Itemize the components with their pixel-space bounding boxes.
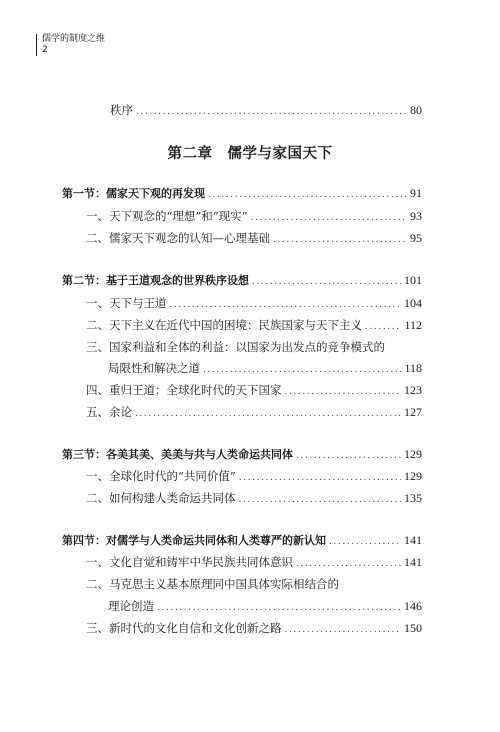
leader-dots xyxy=(208,188,407,202)
toc-page-number: 141 xyxy=(404,555,422,569)
toc-page-number: 80 xyxy=(410,103,422,117)
running-head xyxy=(36,34,105,56)
leader-dots xyxy=(285,623,402,637)
toc-entry xyxy=(86,469,422,485)
leader-dots xyxy=(251,211,407,225)
toc-page-number: 141 xyxy=(404,533,422,547)
leader-dots xyxy=(365,320,401,334)
toc-page-number: 118 xyxy=(404,361,422,375)
toc-entry xyxy=(108,599,422,615)
leader-dots xyxy=(239,493,402,507)
toc-entry xyxy=(86,555,422,571)
toc-page-number: 129 xyxy=(404,469,422,483)
toc-entry-label: 一、全球化时代的“共同价值” xyxy=(86,469,236,483)
toc-entry-label: 二、天下主义在近代中国的困境：民族国家与天下主义 xyxy=(86,318,362,332)
toc-page-number: 127 xyxy=(404,405,422,419)
toc-entry xyxy=(86,383,422,399)
toc-entry xyxy=(86,491,422,507)
toc-entry xyxy=(86,209,422,225)
toc-page-number: 104 xyxy=(404,296,422,310)
toc-entry-label: 一、天下与王道 xyxy=(86,296,167,310)
toc-entry-label: 五、余论 xyxy=(86,405,132,419)
toc-entry-label: 一、天下观念的“理想”和“现实” xyxy=(86,209,248,223)
leader-dots xyxy=(239,471,401,485)
toc-page-number: 93 xyxy=(410,209,422,223)
toc-page-number: 150 xyxy=(404,621,422,635)
toc-page-number: 95 xyxy=(410,231,422,245)
leader-dots xyxy=(136,105,407,119)
leader-dots xyxy=(296,557,401,571)
toc-entry-label: 理论创造 xyxy=(108,599,154,613)
toc-entry xyxy=(110,103,422,119)
toc-section xyxy=(62,273,422,289)
toc-entry xyxy=(86,621,422,637)
toc-entry xyxy=(86,231,422,247)
toc-entry-label: 一、文化自觉和铸牢中华民族共同体意识 xyxy=(86,555,293,569)
toc-section xyxy=(62,533,422,549)
toc-entry-label: 局限性和解决之道 xyxy=(108,361,200,375)
toc-page-number: 101 xyxy=(404,273,422,287)
toc-page-number: 91 xyxy=(410,186,422,200)
toc-entry-label: 二、儒家天下观念的认知—心理基础 xyxy=(86,231,270,245)
section-label: 第三节：各美其美、美美与共与人类命运共同体 xyxy=(62,448,293,461)
toc-page-number: 112 xyxy=(404,318,422,332)
toc-section xyxy=(62,447,422,463)
book-title: 儒学的制度之维 xyxy=(42,34,106,44)
toc-page-number: 123 xyxy=(404,383,422,397)
toc-entry xyxy=(108,361,422,377)
toc-entry-label-line1: 三、国家利益和全体的利益：以国家为出发点的竞争模式的 xyxy=(86,340,385,354)
toc-page-number: 129 xyxy=(404,447,422,461)
leader-dots xyxy=(296,449,401,463)
toc-page-number: 135 xyxy=(404,491,422,505)
leader-dots xyxy=(170,298,402,312)
toc-entry-label: 秩序 xyxy=(110,103,133,117)
leader-dots xyxy=(203,363,401,377)
leader-dots xyxy=(157,601,401,615)
section-label: 第一节：儒家天下观的再发现 xyxy=(62,187,205,200)
leader-dots xyxy=(273,233,407,247)
toc-entry-label-line1: 二、马克思主义基本原理同中国具体实际相结合的 xyxy=(86,577,339,591)
leader-dots xyxy=(285,385,402,399)
leader-dots xyxy=(252,275,401,289)
section-label: 第二节：基于王道观念的世界秩序设想 xyxy=(62,274,249,287)
toc-section xyxy=(62,186,422,202)
section-label: 第四节：对儒学与人类命运共同体和人类尊严的新认知 xyxy=(62,534,326,547)
toc-entry-label: 二、如何构建人类命运共同体 xyxy=(86,491,236,505)
page-number: 2 xyxy=(42,45,48,55)
toc-entry-label: 四、重归王道：全球化时代的天下国家 xyxy=(86,383,282,397)
toc-page-number: 146 xyxy=(404,599,422,613)
toc-entry xyxy=(86,296,422,312)
toc-entry xyxy=(86,405,422,421)
toc-entry-label: 三、新时代的文化自信和文化创新之路 xyxy=(86,621,282,635)
chapter-title: 第二章 儒学与家国天下 xyxy=(167,146,333,162)
toc-entry xyxy=(86,318,422,334)
leader-dots xyxy=(329,535,401,549)
leader-dots xyxy=(135,407,401,421)
